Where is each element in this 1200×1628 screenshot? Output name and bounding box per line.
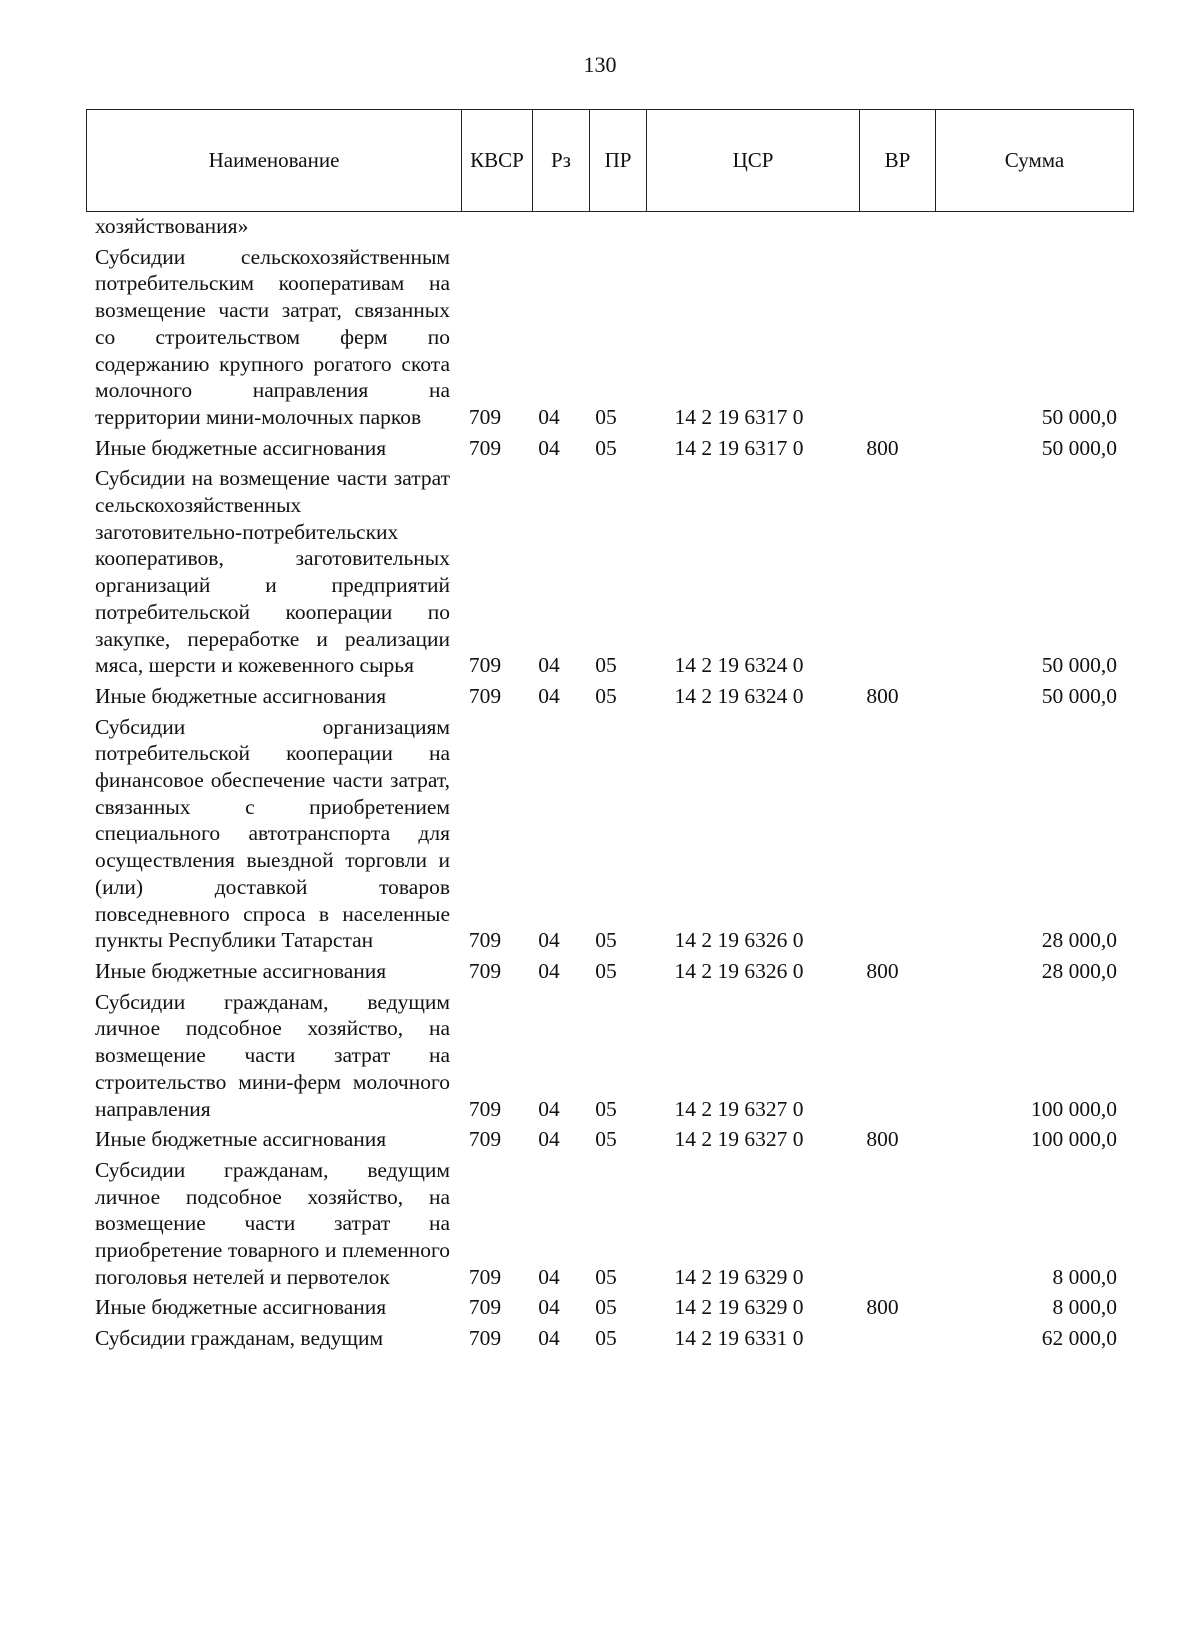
row-pr: 05 — [595, 1326, 617, 1351]
row-vr: 800 — [866, 1295, 899, 1320]
table-header — [86, 109, 1134, 212]
row-name: Субсидии гражданам, ведущим личное подсобное хозяйство, на возмещение части затрат на строительство мини-ферм молочного направления — [95, 989, 450, 1121]
table-row — [0, 1294, 1200, 1321]
row-rz: 04 — [538, 1326, 560, 1351]
table-row — [0, 1126, 1200, 1153]
row-sum: 50 000,0 — [1041, 404, 1117, 429]
row-rz: 04 — [538, 958, 560, 983]
row-sum: 28 000,0 — [1041, 928, 1117, 953]
row-rz: 04 — [538, 653, 560, 678]
header-sum: Сумма — [1004, 148, 1065, 172]
row-pr: 05 — [595, 958, 617, 983]
row-rz: 04 — [538, 1127, 560, 1152]
row-kvsr: 709 — [468, 653, 502, 678]
row-csr: 14 2 19 6327 0 — [674, 1127, 804, 1152]
row-sum: 50 000,0 — [1041, 435, 1117, 460]
table-row — [0, 244, 1200, 431]
table-row — [0, 714, 1200, 954]
row-rz: 04 — [538, 1096, 560, 1121]
table-row — [0, 958, 1200, 985]
row-pr: 05 — [595, 404, 617, 429]
table-row — [0, 1325, 1200, 1352]
continuation-text: хозяйствования» — [95, 214, 249, 238]
row-csr: 14 2 19 6331 0 — [674, 1326, 804, 1351]
table-row — [0, 465, 1200, 679]
header-name: Наименование — [87, 110, 462, 211]
table-body — [0, 213, 1200, 1352]
header-vr: ВР — [860, 110, 936, 211]
row-sum: 8 000,0 — [1052, 1264, 1117, 1289]
row-csr: 14 2 19 6326 0 — [674, 928, 804, 953]
row-name: Иные бюджетные ассигнования — [95, 1295, 387, 1320]
row-pr: 05 — [595, 435, 617, 460]
row-csr: 14 2 19 6326 0 — [674, 958, 804, 983]
row-name: Иные бюджетные ассигнования — [95, 1127, 387, 1152]
row-rz: 04 — [538, 683, 560, 708]
table-row — [0, 683, 1200, 710]
row-pr: 05 — [595, 653, 617, 678]
row-kvsr: 709 — [468, 683, 502, 708]
row-name: Субсидии на возмещение части затрат сельскохозяйственных заготовительно-потребительских кооперативов, заготовительных организаций и предприятий потребительской кооперации по закупке, переработке и реализации мяса, шерсти и кожевенного сырья — [95, 466, 450, 678]
row-vr: 800 — [866, 958, 899, 983]
header-csr: ЦСР — [647, 110, 860, 211]
row-name: Субсидии гражданам, ведущим личное подсобное хозяйство, на возмещение части затрат на приобретение товарного и племенного поголовья нетелей и первотелок — [95, 1157, 450, 1289]
table-row — [0, 989, 1200, 1123]
row-sum: 50 000,0 — [1041, 653, 1117, 678]
row-vr: 800 — [866, 435, 899, 460]
row-csr: 14 2 19 6327 0 — [674, 1096, 804, 1121]
row-sum: 8 000,0 — [1052, 1295, 1117, 1320]
row-csr: 14 2 19 6324 0 — [674, 653, 804, 678]
row-pr: 05 — [595, 928, 617, 953]
row-kvsr: 709 — [468, 1096, 502, 1121]
row-sum: 28 000,0 — [1041, 958, 1117, 983]
table-row — [0, 1157, 1200, 1291]
row-sum: 62 000,0 — [1041, 1326, 1117, 1351]
row-pr: 05 — [595, 1096, 617, 1121]
row-name: Иные бюджетные ассигнования — [95, 958, 387, 983]
row-name: Иные бюджетные ассигнования — [95, 683, 387, 708]
row-kvsr: 709 — [468, 1295, 502, 1320]
row-sum: 100 000,0 — [1031, 1127, 1117, 1152]
row-name: Иные бюджетные ассигнования — [95, 435, 387, 460]
row-name: Субсидии сельскохозяйственным потребительским кооперативам на возмещение части затрат, связанных со строительством ферм по содержанию крупного рогатого скота молочного направления на территории мини-молочных парков — [95, 244, 450, 429]
row-kvsr: 709 — [468, 1264, 502, 1289]
row-csr: 14 2 19 6317 0 — [674, 404, 804, 429]
header-pr: ПР — [590, 110, 647, 211]
row-rz: 04 — [538, 404, 560, 429]
continuation-row — [0, 213, 1200, 240]
row-pr: 05 — [595, 1264, 617, 1289]
header-rz: Рз — [533, 110, 590, 211]
row-kvsr: 709 — [468, 928, 502, 953]
page-number: 130 — [583, 52, 617, 77]
row-kvsr: 709 — [468, 1326, 502, 1351]
header-kvsr: КВСР — [462, 110, 533, 211]
row-pr: 05 — [595, 1295, 617, 1320]
row-vr: 800 — [866, 683, 899, 708]
row-rz: 04 — [538, 1264, 560, 1289]
row-name: Субсидии гражданам, ведущим — [95, 1326, 384, 1351]
row-csr: 14 2 19 6324 0 — [674, 683, 804, 708]
row-kvsr: 709 — [468, 958, 502, 983]
row-rz: 04 — [538, 435, 560, 460]
row-sum: 100 000,0 — [1031, 1096, 1117, 1121]
table-row — [0, 435, 1200, 462]
row-sum: 50 000,0 — [1041, 683, 1117, 708]
row-name: Субсидии организациям потребительской кооперации на финансовое обеспечение части затрат, связанных с приобретением специального автотранспорта для осуществления выездной торговли и (или) доставкой товаров повседневного спроса в населенные пункты Республики Татарстан — [95, 714, 450, 953]
row-kvsr: 709 — [468, 1127, 502, 1152]
row-pr: 05 — [595, 683, 617, 708]
row-kvsr: 709 — [468, 404, 502, 429]
row-csr: 14 2 19 6317 0 — [674, 435, 804, 460]
row-csr: 14 2 19 6329 0 — [674, 1295, 804, 1320]
row-pr: 05 — [595, 1127, 617, 1152]
row-rz: 04 — [538, 928, 560, 953]
row-vr: 800 — [866, 1127, 899, 1152]
row-kvsr: 709 — [468, 435, 502, 460]
row-rz: 04 — [538, 1295, 560, 1320]
row-csr: 14 2 19 6329 0 — [674, 1264, 804, 1289]
